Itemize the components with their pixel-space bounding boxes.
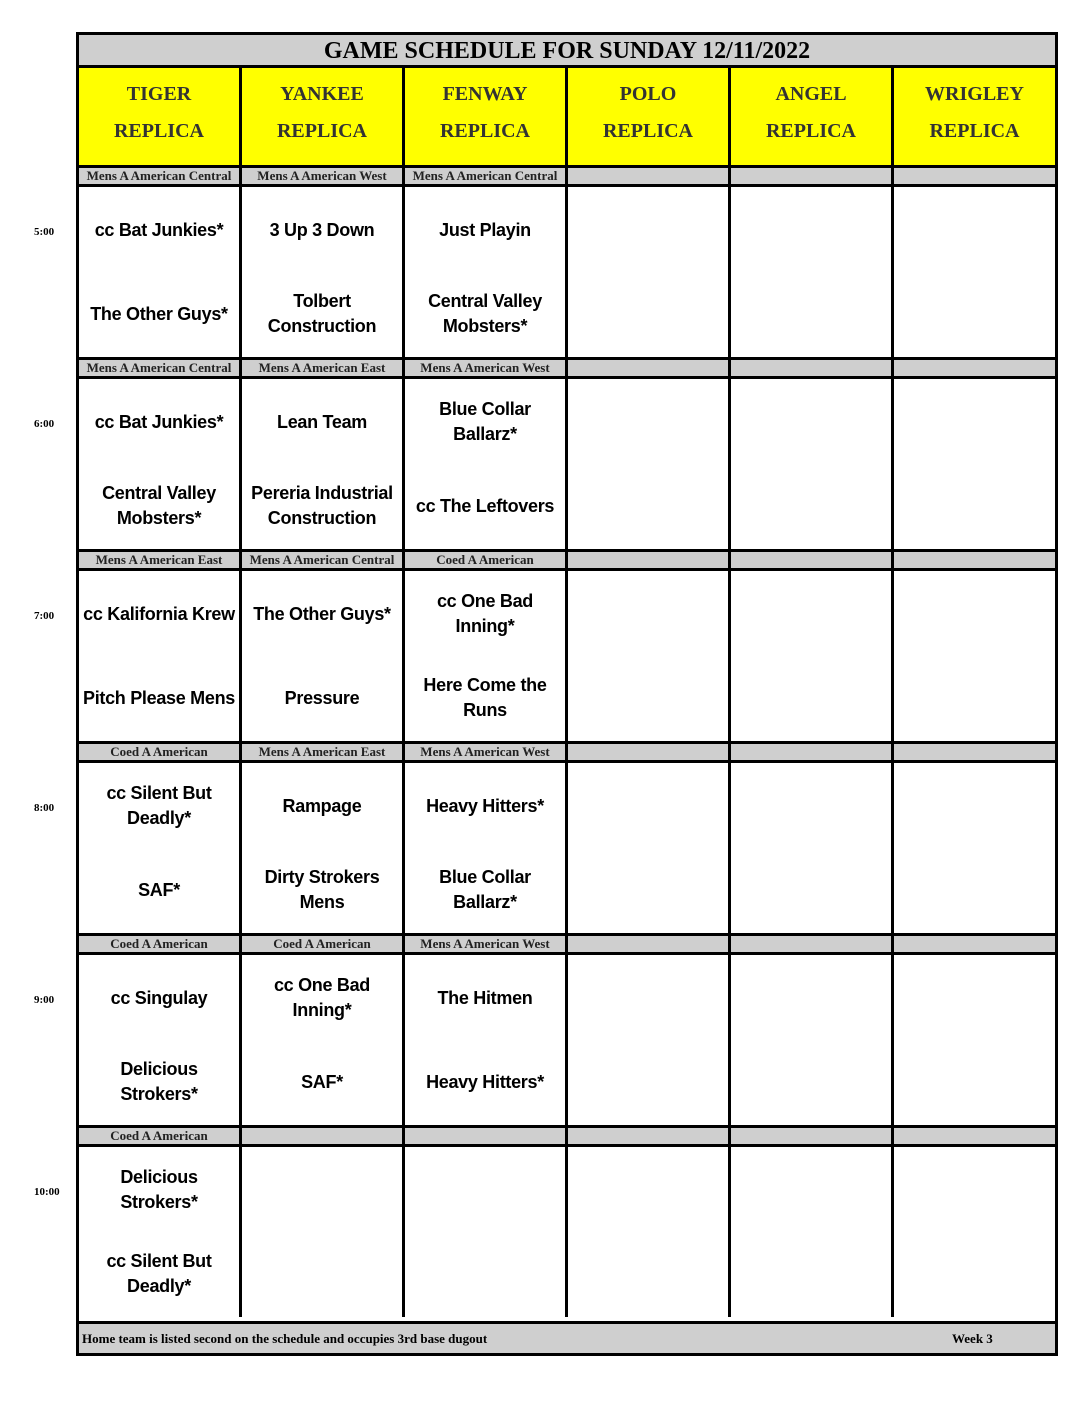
home-team: Central Valley Mobsters* xyxy=(428,291,542,336)
away-team xyxy=(568,973,728,1023)
away-team xyxy=(894,205,1055,255)
away-team: cc Silent But Deadly* xyxy=(106,783,212,828)
field-name: POLO xyxy=(619,83,677,105)
game-cell xyxy=(405,1147,568,1317)
away-team xyxy=(731,781,891,831)
game-cell xyxy=(79,379,242,549)
division-label: Mens A American Central xyxy=(405,165,568,187)
game-cell xyxy=(894,187,1055,357)
page-title: GAME SCHEDULE FOR SUNDAY 12/11/2022 xyxy=(79,35,1055,68)
game-cell xyxy=(568,571,731,741)
game-cell xyxy=(894,955,1055,1125)
field-name: TIGER xyxy=(126,83,192,105)
field-type: REPLICA xyxy=(765,120,856,142)
away-team xyxy=(894,973,1055,1023)
game-cell xyxy=(405,955,568,1125)
division-label: Coed A American xyxy=(79,933,242,955)
game-cell xyxy=(79,1147,242,1317)
game-cell xyxy=(568,379,731,549)
division-label xyxy=(894,1125,1055,1147)
away-team: Blue Collar Ballarz* xyxy=(439,399,531,444)
game-cell xyxy=(568,763,731,933)
time-label: 6:00 xyxy=(34,418,55,430)
home-team xyxy=(894,673,1055,723)
time-label: 7:00 xyxy=(34,610,55,622)
away-team xyxy=(894,397,1055,447)
division-label xyxy=(242,1125,405,1147)
home-team: Pereria Industrial Construction xyxy=(251,483,393,528)
footer-note: Home team is listed second on the schedule and occupies 3rd base dugout xyxy=(82,1331,488,1346)
game-cell xyxy=(242,955,405,1125)
away-team xyxy=(242,1165,402,1215)
field-header-angel xyxy=(731,68,894,165)
home-team xyxy=(894,865,1055,915)
home-team xyxy=(568,1249,728,1299)
division-label xyxy=(731,549,894,571)
field-header-polo xyxy=(568,68,731,165)
game-cell xyxy=(405,763,568,933)
game-cell xyxy=(242,763,405,933)
field-header-yankee xyxy=(242,68,405,165)
home-team: Tolbert Construction xyxy=(267,291,377,336)
division-label xyxy=(894,933,1055,955)
game-cell xyxy=(894,379,1055,549)
division-label xyxy=(731,741,894,763)
field-name: ANGEL xyxy=(775,83,847,105)
game-cell xyxy=(731,187,894,357)
home-team xyxy=(731,673,891,723)
away-team xyxy=(568,205,728,255)
division-label xyxy=(731,1125,894,1147)
home-team xyxy=(731,1249,891,1299)
field-header-wrigley xyxy=(894,68,1055,165)
home-team xyxy=(731,289,891,339)
away-team: cc One Bad Inning* xyxy=(436,591,534,636)
away-team: The Hitmen xyxy=(437,987,533,1008)
home-team xyxy=(894,289,1055,339)
division-label xyxy=(894,549,1055,571)
field-type: REPLICA xyxy=(929,120,1020,142)
game-cell xyxy=(405,187,568,357)
game-cell xyxy=(731,763,894,933)
division-label xyxy=(894,741,1055,763)
division-label: Mens A American Central xyxy=(242,549,405,571)
away-team xyxy=(894,589,1055,639)
game-cell xyxy=(731,379,894,549)
time-label: 9:00 xyxy=(34,994,55,1006)
division-label xyxy=(568,357,731,379)
away-team xyxy=(731,973,891,1023)
game-cell xyxy=(79,955,242,1125)
away-team: Delicious Strokers* xyxy=(120,1167,198,1212)
division-label: Mens A American Central xyxy=(79,165,242,187)
field-header-fenway xyxy=(405,68,568,165)
away-team xyxy=(568,781,728,831)
away-team: cc Bat Junkies* xyxy=(94,411,224,432)
away-team: cc Singulay xyxy=(110,987,208,1008)
home-team: Blue Collar Ballarz* xyxy=(439,867,531,912)
home-team xyxy=(894,1249,1055,1299)
division-label xyxy=(894,165,1055,187)
division-label: Mens A American East xyxy=(79,549,242,571)
division-label: Mens A American West xyxy=(242,165,405,187)
time-label: 10:00 xyxy=(34,1186,60,1198)
home-team: Heavy Hitters* xyxy=(426,1071,544,1092)
away-team xyxy=(894,781,1055,831)
away-team: Heavy Hitters* xyxy=(426,795,544,816)
division-label xyxy=(894,357,1055,379)
home-team xyxy=(242,1249,402,1299)
game-cell xyxy=(242,187,405,357)
home-team: Pitch Please Mens xyxy=(83,687,235,708)
division-label: Coed A American xyxy=(79,741,242,763)
home-team xyxy=(894,481,1055,531)
away-team xyxy=(731,205,891,255)
game-cell xyxy=(242,571,405,741)
home-team xyxy=(568,865,728,915)
division-label: Coed A American xyxy=(79,1125,242,1147)
division-label: Mens A American West xyxy=(405,933,568,955)
away-team xyxy=(894,1165,1055,1215)
game-cell xyxy=(568,187,731,357)
division-label xyxy=(731,357,894,379)
away-team: The Other Guys* xyxy=(253,603,391,624)
away-team xyxy=(731,397,891,447)
away-team xyxy=(568,589,728,639)
division-label xyxy=(405,1125,568,1147)
division-label xyxy=(568,933,731,955)
division-label: Coed A American xyxy=(405,549,568,571)
game-cell xyxy=(79,187,242,357)
game-cell xyxy=(79,571,242,741)
home-team: Delicious Strokers* xyxy=(120,1059,198,1104)
game-cell xyxy=(894,571,1055,741)
home-team xyxy=(894,1057,1055,1107)
home-team xyxy=(731,481,891,531)
game-cell xyxy=(405,379,568,549)
home-team xyxy=(568,289,728,339)
game-cell xyxy=(242,1147,405,1317)
away-team: Rampage xyxy=(282,795,362,816)
home-team xyxy=(568,673,728,723)
game-cell xyxy=(894,763,1055,933)
home-team: Pressure xyxy=(284,687,360,708)
home-team xyxy=(731,865,891,915)
division-label: Mens A American West xyxy=(405,741,568,763)
division-label xyxy=(568,165,731,187)
field-type: REPLICA xyxy=(113,120,204,142)
away-team xyxy=(568,397,728,447)
away-team xyxy=(731,1165,891,1215)
time-label: 8:00 xyxy=(34,802,55,814)
game-cell xyxy=(79,763,242,933)
game-cell xyxy=(242,379,405,549)
division-label xyxy=(568,741,731,763)
home-team: Central Valley Mobsters* xyxy=(102,483,216,528)
game-cell xyxy=(568,1147,731,1317)
home-team: cc Silent But Deadly* xyxy=(106,1251,212,1296)
away-team: Just Playin xyxy=(439,219,531,240)
division-label xyxy=(731,933,894,955)
away-team: cc Bat Junkies* xyxy=(94,219,224,240)
game-cell xyxy=(731,571,894,741)
away-team: Lean Team xyxy=(277,411,367,432)
field-name: FENWAY xyxy=(442,83,528,105)
home-team xyxy=(405,1249,565,1299)
home-team: Here Come the Runs xyxy=(423,675,547,720)
home-team: SAF* xyxy=(138,879,180,900)
game-cell xyxy=(894,1147,1055,1317)
footer xyxy=(79,1321,1055,1353)
home-team: The Other Guys* xyxy=(90,303,228,324)
field-header-tiger xyxy=(79,68,242,165)
division-label: Mens A American West xyxy=(405,357,568,379)
away-team: 3 Up 3 Down xyxy=(269,219,375,240)
field-type: REPLICA xyxy=(602,120,693,142)
division-label: Mens A American East xyxy=(242,741,405,763)
field-name: YANKEE xyxy=(280,83,364,105)
division-label: Mens A American Central xyxy=(79,357,242,379)
game-cell xyxy=(731,1147,894,1317)
game-cell xyxy=(568,955,731,1125)
division-label xyxy=(568,1125,731,1147)
away-team xyxy=(731,589,891,639)
away-team: cc Kalifornia Krew xyxy=(83,603,235,624)
field-type: REPLICA xyxy=(276,120,367,142)
home-team: SAF* xyxy=(301,1071,343,1092)
field-type: REPLICA xyxy=(439,120,530,142)
away-team: cc One Bad Inning* xyxy=(273,975,371,1020)
time-column xyxy=(0,0,76,1408)
home-team: Dirty Strokers Mens xyxy=(264,867,380,912)
home-team xyxy=(568,1057,728,1107)
field-name: WRIGLEY xyxy=(925,83,1024,105)
schedule-sheet xyxy=(76,32,1058,1356)
week-label: Week 3 xyxy=(952,1331,993,1346)
time-label: 5:00 xyxy=(34,226,55,238)
game-cell xyxy=(405,571,568,741)
away-team xyxy=(568,1165,728,1215)
division-label xyxy=(731,165,894,187)
division-label: Mens A American East xyxy=(242,357,405,379)
home-team xyxy=(568,481,728,531)
game-cell xyxy=(731,955,894,1125)
division-label xyxy=(568,549,731,571)
home-team xyxy=(731,1057,891,1107)
away-team xyxy=(405,1165,565,1215)
home-team: cc The Leftovers xyxy=(415,495,555,516)
division-label: Coed A American xyxy=(242,933,405,955)
